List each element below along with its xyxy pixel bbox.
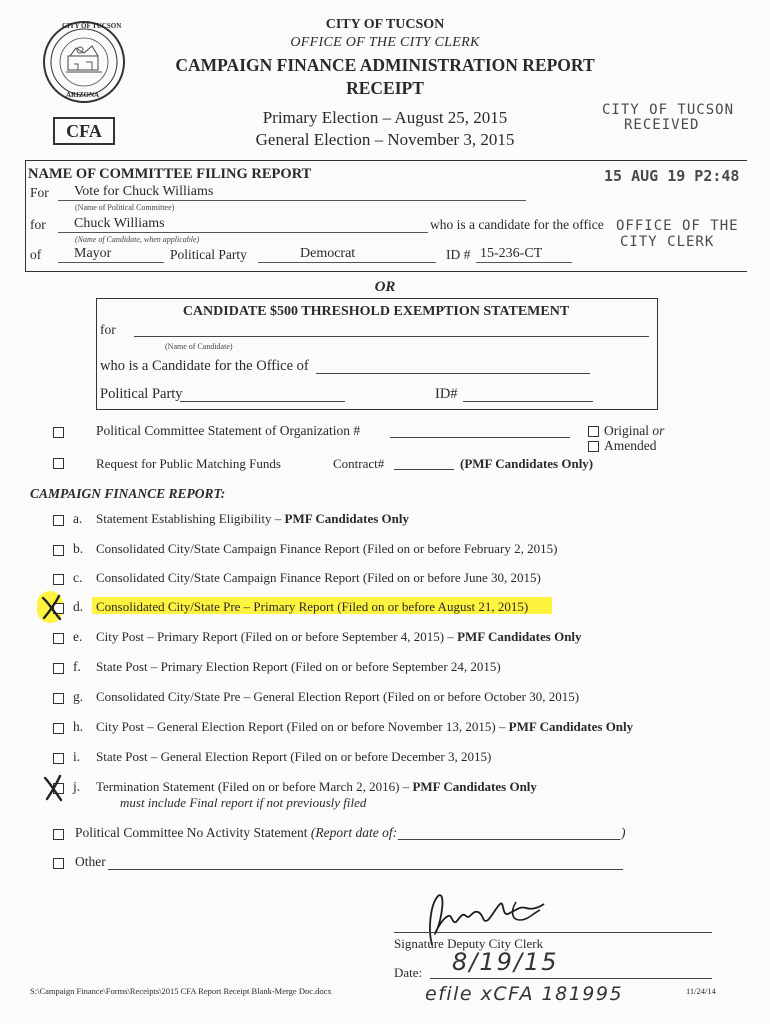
item-text: Statement Establishing Eligibility – xyxy=(96,511,285,526)
item-letter: d. xyxy=(73,599,84,614)
stamp-clerk: CITY CLERK xyxy=(620,234,715,250)
contract-label: Contract# xyxy=(333,456,385,471)
item-letter: g. xyxy=(73,689,84,704)
of-label: of xyxy=(30,247,42,262)
item-checkbox[interactable] xyxy=(53,633,64,644)
candidate-name-field xyxy=(58,216,428,233)
other-label: Other xyxy=(75,854,106,869)
item-letter: e. xyxy=(73,629,83,644)
item-checkbox[interactable] xyxy=(53,574,64,585)
office-text: who is a candidate for the office xyxy=(430,217,604,232)
date-label: Date: xyxy=(394,965,423,980)
header-office: OFFICE OF THE CITY CLERK xyxy=(290,35,480,50)
footer-revision: 11/24/14 xyxy=(686,986,716,996)
other-checkbox[interactable] xyxy=(53,858,64,869)
for-label: For xyxy=(30,185,49,200)
exemption-party-line xyxy=(180,401,345,402)
candidate-name-caption: (Name of Candidate, when applicable) xyxy=(75,235,200,244)
item-note: must include Final report if not previously filed xyxy=(120,795,367,810)
exemption-id-line xyxy=(463,401,593,402)
item-text: Termination Statement (Filed on or before March 2, 2016) – xyxy=(96,779,413,794)
item-text-row xyxy=(96,599,528,615)
pmf-note: (PMF Candidates Only) xyxy=(460,456,594,471)
exemption-name-caption: (Name of Candidate) xyxy=(165,342,233,351)
exemption-party-label: Political Party xyxy=(100,386,183,402)
item-text-row xyxy=(96,541,557,557)
committee-name-caption: (Name of Political Committee) xyxy=(75,203,175,212)
item-text-row xyxy=(96,719,633,735)
exemption-name-line xyxy=(134,336,649,337)
office-value: Mayor xyxy=(74,246,112,261)
committee-name-value: Vote for Chuck Williams xyxy=(74,184,214,199)
committee-heading: NAME OF COMMITTEE FILING REPORT xyxy=(28,166,312,182)
no-activity-label: Political Committee No Activity Statement xyxy=(75,825,308,840)
statement-org-checkbox[interactable] xyxy=(53,427,64,438)
amended-checkbox[interactable] xyxy=(588,441,599,452)
header-receipt: RECEIPT xyxy=(346,78,424,98)
exemption-id-label: ID# xyxy=(435,386,458,402)
original-checkbox[interactable] xyxy=(588,426,599,437)
item-bold-note: PMF Candidates Only xyxy=(508,719,634,734)
id-value: 15-236-CT xyxy=(480,246,543,261)
item-text-row xyxy=(96,659,501,675)
general-election: General Election – November 3, 2015 xyxy=(255,130,515,149)
statement-org-label: Political Committee Statement of Organization # xyxy=(96,423,361,438)
check-mark-j xyxy=(42,773,66,803)
item-bold-note: PMF Candidates Only xyxy=(457,629,582,644)
item-letter: a. xyxy=(73,511,83,526)
cfa-box: CFA xyxy=(53,117,115,145)
seal-bottom-text: ARIZONA xyxy=(66,91,100,99)
item-letter: j. xyxy=(73,779,81,794)
item-letter: b. xyxy=(73,541,84,556)
report-heading: CAMPAIGN FINANCE REPORT: xyxy=(30,486,226,501)
signature-line xyxy=(394,932,712,933)
report-date-line xyxy=(398,839,620,840)
header-city: CITY OF TUCSON xyxy=(325,17,445,32)
other-line xyxy=(108,869,623,870)
item-text-row xyxy=(96,689,579,705)
date-line xyxy=(430,978,712,979)
amended-label: Amended xyxy=(604,438,657,453)
item-text: City Post – General Election Report (Filed on or before November 13, 2015) – xyxy=(96,719,509,734)
stamp-received: RECEIVED xyxy=(624,117,700,133)
item-checkbox[interactable] xyxy=(53,723,64,734)
primary-election: Primary Election – August 25, 2015 xyxy=(262,108,508,127)
item-checkbox[interactable] xyxy=(53,693,64,704)
original-text xyxy=(604,423,664,439)
check-mark-d xyxy=(40,592,64,622)
party-label: Political Party xyxy=(170,247,247,262)
report-date-label: (Report date of: xyxy=(310,825,398,840)
id-field xyxy=(476,246,572,263)
seal-top-text: CITY OF TUCSON xyxy=(62,22,122,30)
statement-org-line xyxy=(390,437,570,438)
stamp-city: CITY OF TUCSON xyxy=(602,102,735,118)
item-letter: i. xyxy=(73,749,81,764)
item-checkbox[interactable] xyxy=(53,663,64,674)
item-text: Consolidated City/State Pre – General Election Report (Filed on or before October 30, 2015) xyxy=(96,689,580,704)
handwritten-note: efile xCFA 181995 xyxy=(425,983,624,1005)
exemption-office-label: who is a Candidate for the Office of xyxy=(100,358,309,374)
or-separator: OR xyxy=(374,279,396,295)
no-activity-checkbox[interactable] xyxy=(53,829,64,840)
signature-label: Signature Deputy City Clerk xyxy=(394,936,544,951)
office-field xyxy=(58,246,164,263)
date-value: 8/19/15 xyxy=(452,948,559,976)
item-checkbox[interactable] xyxy=(53,545,64,556)
header-title: CAMPAIGN FINANCE ADMINISTRATION REPORT xyxy=(175,55,595,75)
item-text: State Post – General Election Report (Filed on or before December 3, 2015) xyxy=(96,749,492,764)
party-value: Democrat xyxy=(300,246,356,261)
exemption-office-line xyxy=(316,373,590,374)
item-text: Consolidated City/State Campaign Finance Report (Filed on or before June 30, 2015) xyxy=(96,570,541,585)
item-letter: c. xyxy=(73,570,83,585)
matching-funds-checkbox[interactable] xyxy=(53,458,64,469)
item-letter: h. xyxy=(73,719,84,734)
matching-funds-label: Request for Public Matching Funds xyxy=(96,456,281,471)
item-text-row xyxy=(96,511,409,527)
item-checkbox[interactable] xyxy=(53,753,64,764)
item-text: City Post – Primary Report (Filed on or before September 4, 2015) – xyxy=(96,629,458,644)
no-activity-text xyxy=(75,825,397,841)
footer-path: S:\Campaign Finance\Forms\Receipts\2015 CFA Report Receipt Blank-Merge Doc.docx xyxy=(30,986,332,996)
stamp-office: OFFICE OF THE xyxy=(616,218,739,234)
candidate-name-value: Chuck Williams xyxy=(74,216,165,231)
contract-line xyxy=(394,469,454,470)
item-letter: f. xyxy=(73,659,81,674)
id-label: ID # xyxy=(446,247,471,262)
committee-name-field xyxy=(58,184,526,201)
item-text: Consolidated City/State Pre – Primary Report (Filed on or before August 21, 2015) xyxy=(96,599,529,614)
item-text: Consolidated City/State Campaign Finance Report (Filed on or before February 2, 2015) xyxy=(96,541,558,556)
exemption-title: CANDIDATE $500 THRESHOLD EXEMPTION STATEMENT xyxy=(182,304,570,319)
item-text-row xyxy=(96,570,541,586)
item-bold-note: PMF Candidates Only xyxy=(284,511,409,526)
item-text-row xyxy=(96,749,491,765)
item-bold-note: PMF Candidates Only xyxy=(412,779,537,794)
item-checkbox[interactable] xyxy=(53,515,64,526)
stamp-datetime: 15 AUG 19 P2:48 xyxy=(604,167,740,185)
original-label: Original xyxy=(604,423,649,438)
party-field xyxy=(258,246,436,263)
item-text-row xyxy=(96,779,537,795)
for2-label: for xyxy=(30,217,46,232)
exemption-for-label: for xyxy=(100,322,116,337)
or-word: or xyxy=(652,423,665,438)
report-date-close: ) xyxy=(621,825,626,840)
item-text: State Post – Primary Election Report (Filed on or before September 24, 2015) xyxy=(96,659,501,674)
item-text-row xyxy=(96,629,582,645)
